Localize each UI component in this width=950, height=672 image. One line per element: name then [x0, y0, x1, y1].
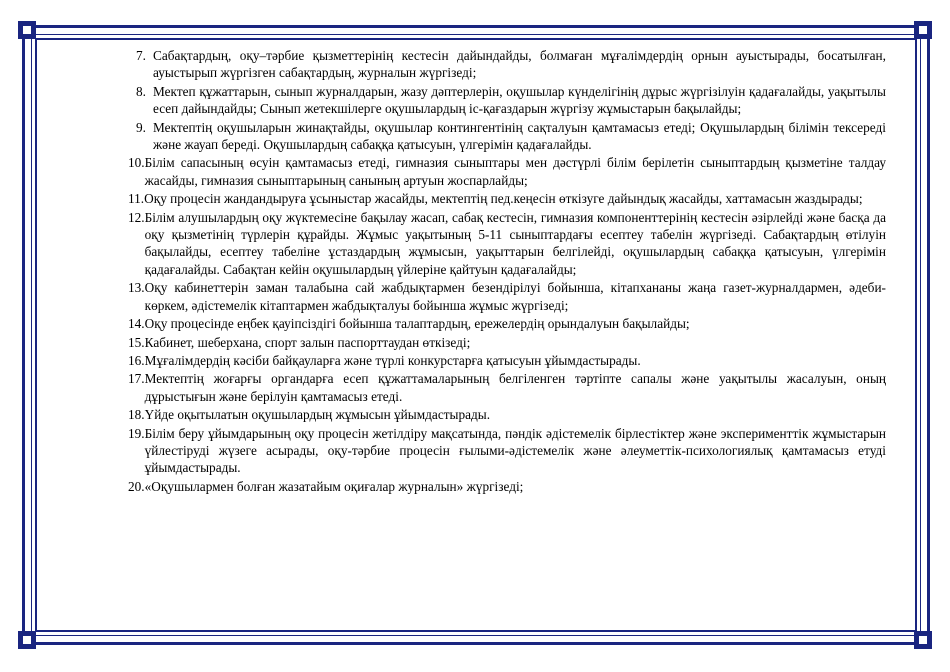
list-item [128, 154, 886, 189]
list-item [128, 352, 886, 369]
corner-ornament [914, 21, 932, 39]
item-text: Білім алушылардың оқу жүктемесіне бақылау жасап, сабақ кестесін, гимназия компоненттерінің кестесін әзірлейді және басқа да оқу қызметінің түрлерін құрайды. Жұмыс уақытының 5-11 сыныптардағы есептеу табелін жүргізеді. Сабақтардың өтілуін бақылайды, есептеу табеліне ұстаздардың жұмысын, уақыттарын белгілейді, оқушылардың сабаққа қатысуын, үлгерімін қадағалайды. Сабақтан кейін оқушылардың үйлеріне қайтуын қадағалайды; [144, 209, 886, 277]
list-item [128, 406, 886, 423]
item-text: Оқу кабинеттерін заман талабына сай жабдықтармен безендірілуі бойынша, кітапхананы жаңа газет-журналдармен, әдеби- көркем, әдістемелік кітаптармен жабдықталуы бойынша жұмыс жүргізеді; [144, 280, 886, 313]
item-number: 20. [128, 478, 145, 494]
item-text: Оқу процесінде еңбек қауіпсіздігі бойынша талаптардың, ережелердің орындалуын бақылайды; [144, 316, 690, 332]
list-item [128, 334, 886, 351]
list-item [128, 370, 886, 405]
list-item [128, 47, 886, 82]
corner-ornament [18, 21, 36, 39]
list-item [128, 279, 886, 314]
item-text: Үйде оқытылатын оқушылардың жұмысын ұйымдастырады. [144, 407, 491, 423]
list-item [128, 119, 886, 154]
item-number: 13. [128, 280, 145, 296]
item-number: 18. [128, 407, 145, 423]
item-number: 10. [128, 155, 145, 171]
item-text: Кабинет, шеберхана, спорт залын паспорттаудан өткізеді; [144, 334, 471, 350]
item-text: Мектептің жоғарғы органдарға есеп құжаттамаларының белгіленген тәртіпте сапалы және уақытылы жасалуын, оның дұрыстығын және берілуін қамтамасыз етеді. [144, 371, 886, 404]
corner-ornament [914, 631, 932, 649]
item-number: 17. [128, 371, 145, 387]
item-number: 15. [128, 334, 145, 350]
item-text: Мектеп құжаттарын, сынып журналдарын, жазу дәптерлерін, оқушылар күнделігінің дұрыс жүргізілуін қадағалайды, уақытылы есеп дайындайды; Сынып жетекшілерге оқушылардың іс-қағаздарын жүргізу жұмыстарын бақылайды; [152, 83, 886, 117]
item-number: 11. [128, 191, 145, 207]
item-text: Оқу процесін жандандыруға ұсыныстар жасайды, мектептің пед.кеңесін өткізуге дайындық жасайды, хаттамасын жаздырады; [144, 191, 863, 207]
list-item [128, 315, 886, 332]
list-item [128, 209, 886, 279]
item-text: Білім беру ұйымдарының оқу процесін жетілдіру мақсатында, пәндік әдістемелік бірлестіктер және эксперименттік жұмыстарын үйлестіруді жүзеге асырады, оқу-тәрбие процесін ғылыми-әдістемелік және әлеуметтік-психологиялық қамтамасыз етуді ұйымдастырады. [144, 425, 886, 476]
item-number: 14. [128, 316, 145, 332]
item-text: Сабақтардың, оқу–тәрбие қызметтерінің кестесін дайындайды, болмаған мұғалімдердің орнын ауыстырады, босатылған, ауыстырып жүргізген сабақтардың, журналын жүргізеді; [152, 48, 886, 81]
item-number: 19. [128, 425, 145, 441]
list-item [128, 478, 886, 495]
item-number: 8. [136, 83, 146, 99]
item-text: Білім сапасының өсуін қамтамасыз етеді, гимназия сыныптары мен дәстүрлі білім берілетін сыныптардың қызметіне талдау жасайды, гимназия сыныптарының санының артуын жоспарлайды; [144, 155, 886, 188]
list-item [128, 83, 886, 118]
item-number: 12. [128, 209, 145, 225]
corner-ornament [18, 631, 36, 649]
item-text: Мектептің оқушыларын жинақтайды, оқушылар контингентінің сақталуын қамтамасыз етеді; Оқушылардың білімін тексереді және жауап береді. Оқушылардың сабаққа қатысуын, үлгерімін қадағалайды. [152, 119, 886, 153]
item-number: 9. [136, 119, 146, 135]
item-number: 16. [128, 352, 145, 368]
duties-list [128, 47, 886, 496]
item-text: «Оқушылармен болған жазатайым оқиғалар журналын» жүргізеді; [144, 478, 524, 494]
list-item [128, 190, 886, 207]
item-number: 7. [136, 48, 146, 63]
list-item [128, 425, 886, 477]
item-text: Мұғалімдердің кәсіби байқауларға және түрлі конкурстарға қатысуын ұйымдастырады. [144, 352, 641, 368]
